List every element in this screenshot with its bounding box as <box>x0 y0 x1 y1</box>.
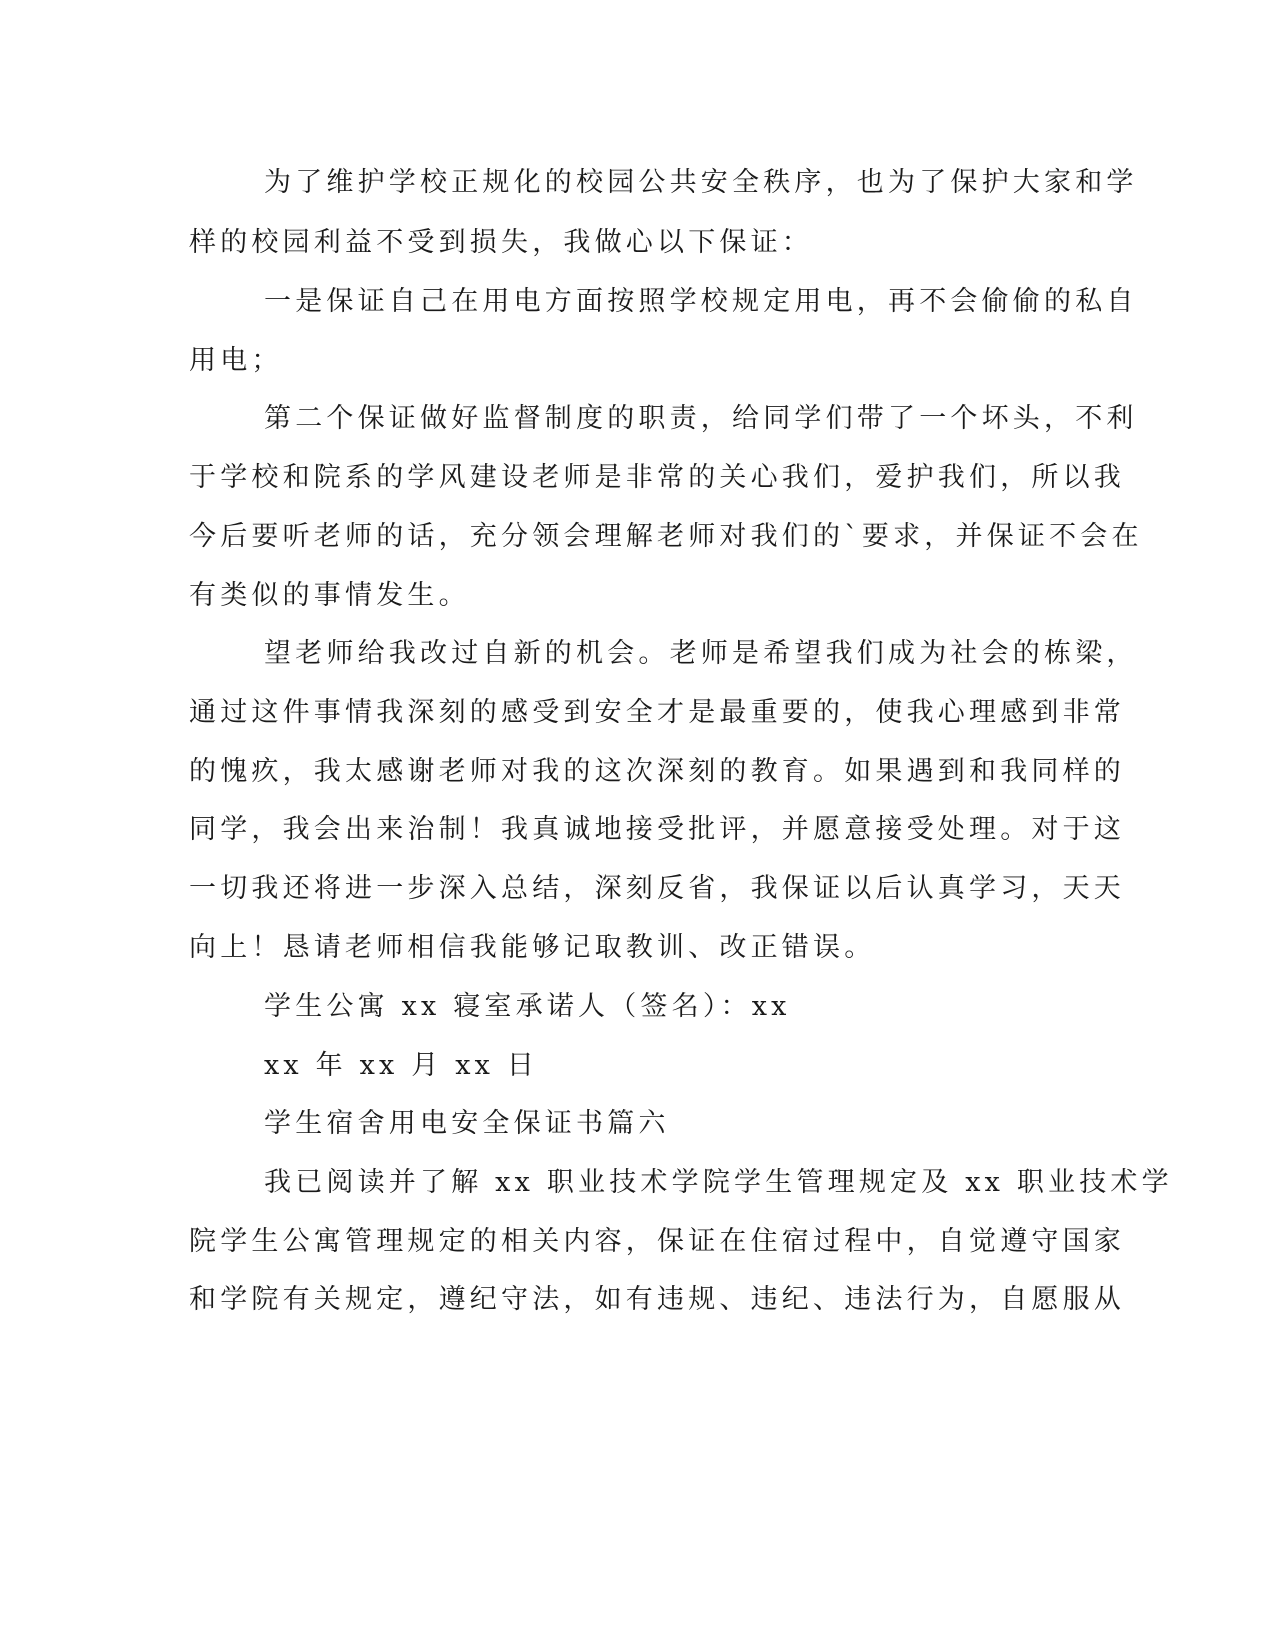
paragraph-4-line-1: 望老师给我改过自新的机会。老师是希望我们成为社会的栋梁， <box>264 638 1138 669</box>
paragraph-5-line-3: 和学院有关规定，遵纪守法，如有违规、违纪、违法行为，自愿服从 <box>189 1284 1125 1315</box>
paragraph-4-line-3: 的愧疚，我太感谢老师对我的这次深刻的教育。如果遇到和我同样的 <box>189 756 1125 787</box>
paragraph-2-line-1: 一是保证自己在用电方面按照学校规定用电，再不会偷偷的私自 <box>264 286 1138 317</box>
paragraph-2-line-2: 用电； <box>189 345 283 376</box>
paragraph-5-line-2: 院学生公寓管理规定的相关内容，保证在住宿过程中，自觉遵守国家 <box>189 1226 1125 1257</box>
paragraph-3-line-3: 今后要听老师的话，充分领会理解老师对我们的`要求，并保证不会在 <box>189 521 1143 552</box>
section-heading: 学生宿舍用电安全保证书篇六 <box>264 1108 670 1139</box>
paragraph-1-line-2: 样的校园利益不受到损失，我做心以下保证： <box>189 227 813 258</box>
paragraph-3-line-2: 于学校和院系的学风建设老师是非常的关心我们，爱护我们，所以我 <box>189 462 1125 493</box>
date-line: xx 年 xx 月 xx 日 <box>264 1050 539 1081</box>
paragraph-4-line-6: 向上！恳请老师相信我能够记取教训、改正错误。 <box>189 932 876 963</box>
paragraph-4-line-4: 同学，我会出来治制！我真诚地接受批评，并愿意接受处理。对于这 <box>189 814 1125 845</box>
paragraph-4-line-2: 通过这件事情我深刻的感受到安全才是最重要的，使我心理感到非常 <box>189 697 1125 728</box>
paragraph-4-line-5: 一切我还将进一步深入总结，深刻反省，我保证以后认真学习，天天 <box>189 873 1125 904</box>
paragraph-5-line-1: 我已阅读并了解 xx 职业技术学院学生管理规定及 xx 职业技术学 <box>264 1167 1173 1198</box>
signature-line: 学生公寓 xx 寝室承诺人（签名）：xx <box>264 991 791 1022</box>
paragraph-3-line-1: 第二个保证做好监督制度的职责，给同学们带了一个坏头，不利 <box>264 403 1138 434</box>
paragraph-3-line-4: 有类似的事情发生。 <box>189 580 470 611</box>
paragraph-1-line-1: 为了维护学校正规化的校园公共安全秩序，也为了保护大家和学 <box>264 167 1138 198</box>
